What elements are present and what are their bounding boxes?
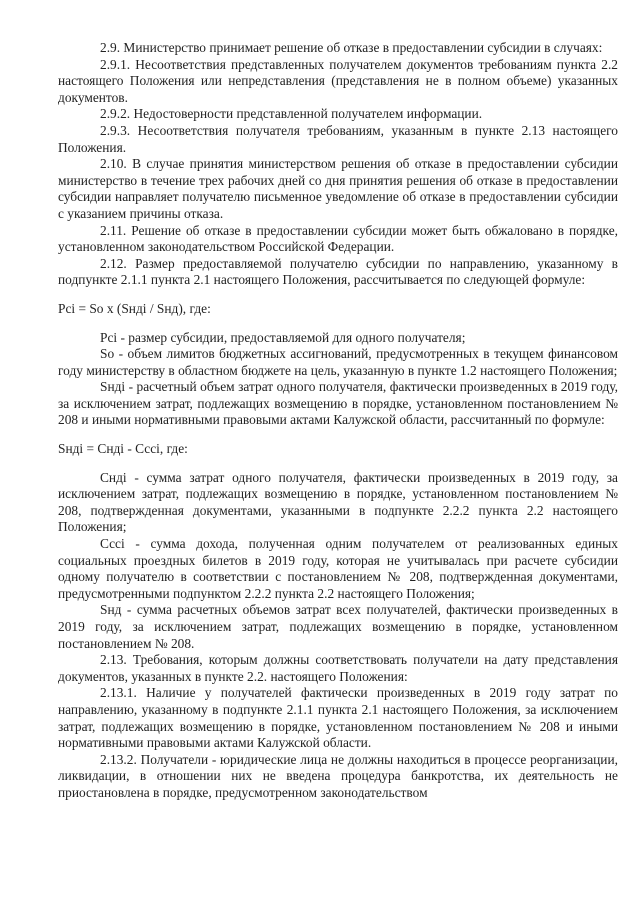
paragraph-2-12: 2.12. Размер предоставляемой получателю субсидии по направлению, указанному в подпункте 2.1.1 пункта 2.1 настоящего Положения, рассчитывается по следующей формуле: bbox=[58, 255, 618, 288]
paragraph-2-9-1: 2.9.1. Несоответствия представленных получателем документов требованиям пункта 2.2 настоящего Положения или непредставления (представления не в полном объеме) указанных документов. bbox=[58, 56, 618, 105]
definition-so: So - объем лимитов бюджетных ассигнований, предусмотренных в текущем финансовом году министерству в областном бюджете на цель, указанную в пункте 1.2 настоящего Положения; bbox=[58, 346, 618, 378]
definition-snd: Sнд - сумма расчетных объемов затрат всех получателей, фактически произведенных в 2019 году, за исключением затрат, подлежащих возмещению в порядке, установленном постановлением № 208. bbox=[58, 602, 618, 651]
definition-pci: Pci - размер субсидии, предоставляемой для одного получателя; bbox=[100, 329, 466, 345]
definition-sndi: Sнді - расчетный объем затрат одного получателя, фактически произведенных в 2019 году, за исключением затрат, подлежащих возмещению в порядке, установленном постановлением № 208 и иными нормативными правовыми актами Калужской области, рассчитанный по формуле: bbox=[58, 379, 618, 428]
paragraph-2-10: 2.10. В случае принятия министерством решения об отказе в предоставлении субсидии министерство в течение трех рабочих дней со дня принятия решения об отказе в предоставлении субсидии направляет получателю письменное уведомление об отказе в предоставлении субсидии с указанием причины отказа. bbox=[58, 156, 618, 221]
paragraph-2-9-3: 2.9.3. Несоответствия получателя требованиям, указанным в пункте 2.13 настоящего Положения. bbox=[58, 122, 618, 155]
formula-sndi: Sнді = Снді - Сссі, где: bbox=[58, 441, 188, 457]
formula-pci: Pci = So x (Sнді / Sнд), где: bbox=[58, 300, 211, 316]
paragraph-2-11: 2.11. Решение об отказе в предоставлении субсидии может быть обжаловано в порядке, установленном законодательством Российской Федерации. bbox=[58, 222, 618, 255]
document-page bbox=[58, 40, 618, 802]
paragraph-2-13-2: 2.13.2. Получатели - юридические лица не должны находиться в процессе реорганизации, ликвидации, в отношении них не введена процедура банкротства, их деятельность не приостановлена в порядке, предусмотренном законодательством bbox=[58, 751, 618, 800]
paragraph-2-9: 2.9. Министерство принимает решение об отказе в предоставлении субсидии в случаях: bbox=[100, 40, 603, 55]
definition-ccci: Сссі - сумма дохода, полученная одним получателем от реализованных единых социальных проездных билетов в 2019 году, которая не учитывалась при расчете субсидии одному получателю в соответствии с постановлением № 208, подтвержденная документами, предусмотренными подпунктом 2.2.2 пункта 2.2 настоящего Положения; bbox=[58, 536, 618, 601]
paragraph-2-13-1: 2.13.1. Наличие у получателей фактически произведенных в 2019 году затрат по направлению, указанному в подпункте 2.1.1 пункта 2.1 настоящего Положения, за исключением затрат, подлежащих возмещению в порядке, установленном постановлением № 208 и иными нормативными правовыми актами Калужской области. bbox=[58, 685, 618, 751]
paragraph-2-9-2: 2.9.2. Недостоверности представленной получателем информации. bbox=[100, 106, 483, 122]
definition-cndi: Снді - сумма затрат одного получателя, фактически произведенных в 2019 году, за исключением затрат, подлежащих возмещению в порядке, установленном постановлением № 208, подтвержденная документами, указанными в подпункте 2.2.2 пункта 2.2 настоящего Положения; bbox=[58, 469, 618, 535]
paragraph-2-13: 2.13. Требования, которым должны соответствовать получатели на дату представления документов, указанных в пункте 2.2. настоящего Положения: bbox=[58, 652, 618, 684]
